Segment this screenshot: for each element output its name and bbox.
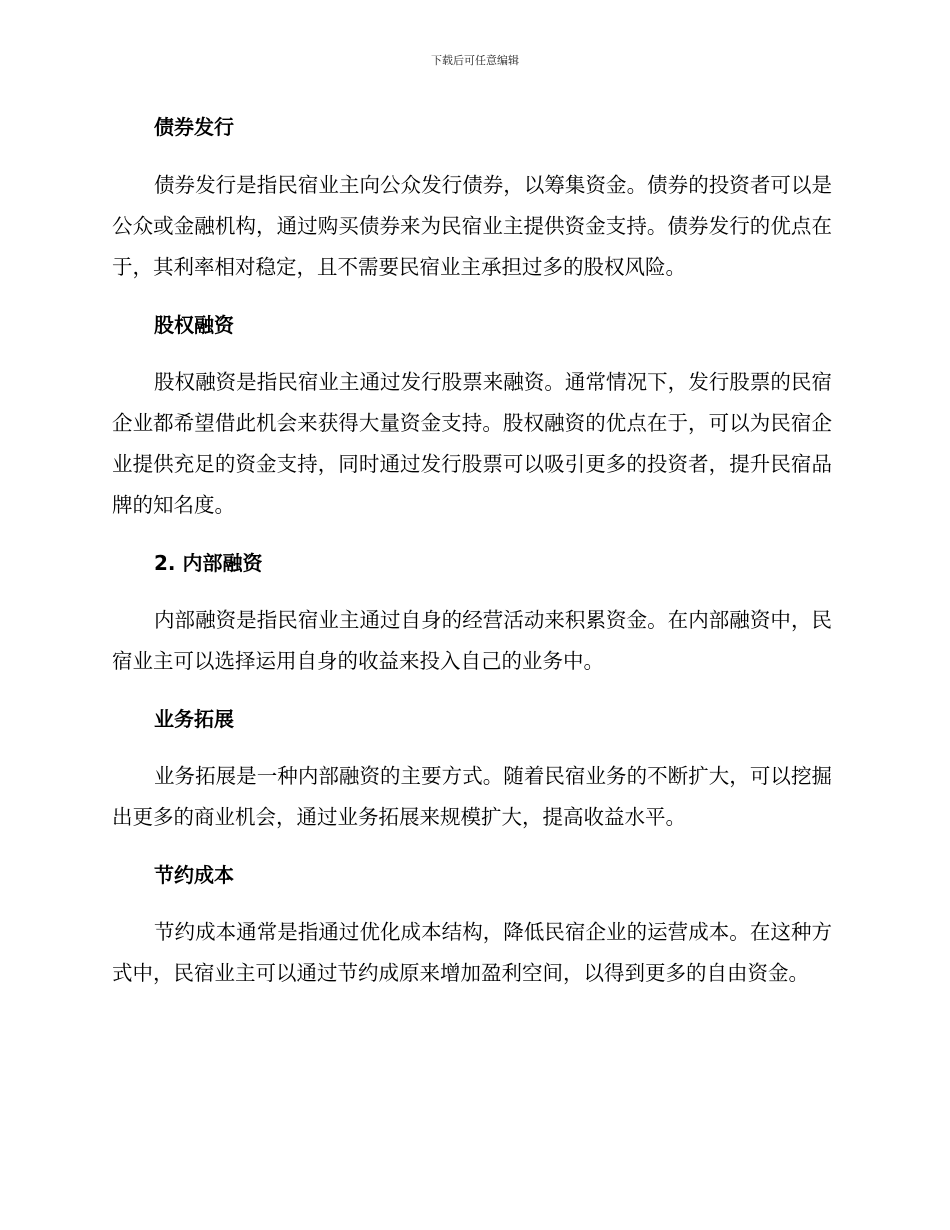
header-note: 下载后可任意编辑 [431, 54, 519, 67]
section-paragraph-business-expansion: 业务拓展是一种内部融资的主要方式。随着民宿业务的不断扩大，可以挖掘出更多的商业机会，通过业务拓展来规模扩大，提高收益水平。 [112, 764, 832, 829]
section-heading-bond-issuance: 债券发行 [154, 115, 234, 139]
document-body [112, 110, 832, 994]
section-paragraph-equity-financing: 股权融资是指民宿业主通过发行股票来融资。通常情况下，发行股票的民宿企业都希望借此机会来获得大量资金支持。股权融资的优点在于，可以为民宿企业提供充足的资金支持，同时通过发行股票可以吸引更多的投资者，提升民宿品牌的知名度。 [112, 370, 832, 517]
section-paragraph-internal-financing: 内部融资是指民宿业主通过自身的经营活动来积累资金。在内部融资中，民宿业主可以选择运用自身的收益来投入自己的业务中。 [112, 608, 832, 673]
section-heading-internal-financing: 2. 内部融资 [154, 551, 263, 575]
section-heading-equity-financing: 股权融资 [154, 313, 234, 337]
section-paragraph-bond-issuance: 债券发行是指民宿业主向公众发行债券，以筹集资金。债券的投资者可以是公众或金融机构，通过购买债券来为民宿业主提供资金支持。债券发行的优点在于，其利率相对稳定，且不需要民宿业主承担过多的股权风险。 [112, 173, 832, 279]
section-heading-cost-saving: 节约成本 [154, 863, 234, 887]
section-heading-business-expansion: 业务拓展 [154, 707, 234, 731]
section-paragraph-cost-saving: 节约成本通常是指通过优化成本结构，降低民宿企业的运营成本。在这种方式中，民宿业主可以通过节约成原来增加盈利空间，以得到更多的自由资金。 [112, 920, 832, 985]
